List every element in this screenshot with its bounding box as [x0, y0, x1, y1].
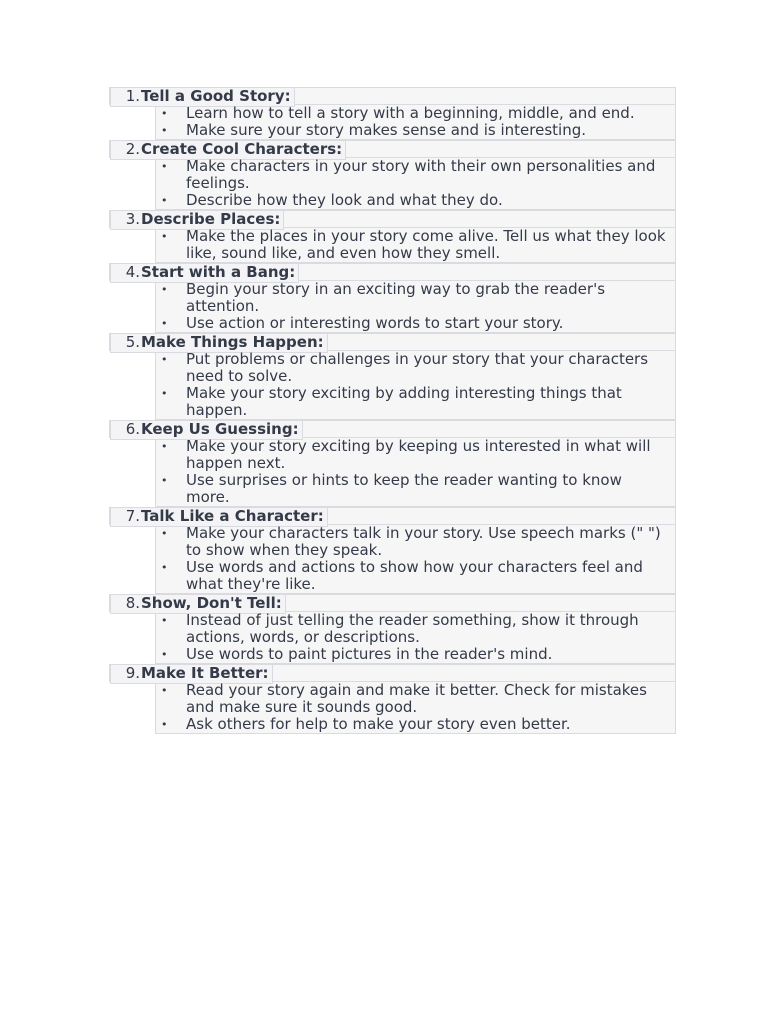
bullet-icon: •: [161, 124, 168, 137]
bullet-item: [156, 525, 675, 559]
sub-bullet-list: [155, 612, 676, 664]
bullet-item: [156, 315, 675, 332]
story-writing-tips-list: [109, 87, 676, 734]
bullet-text: Make your characters talk in your story. Use speech marks (" ") to show when they speak.: [186, 524, 661, 559]
list-item-number-text: 9.: [125, 664, 140, 682]
list-item: [109, 87, 676, 140]
list-item-number: [111, 421, 140, 438]
sub-bullet-list: [155, 281, 676, 333]
sub-bullet-list: [155, 158, 676, 210]
list-item-title: Create Cool Characters:: [141, 140, 343, 158]
bullet-text: Instead of just telling the reader something, show it through actions, words, or descriptions.: [186, 611, 639, 646]
list-item-number-text: 4.: [125, 263, 140, 281]
list-item-heading-row: [109, 140, 676, 158]
list-item-heading-row: [109, 507, 676, 525]
list-item-title: Make Things Happen:: [141, 333, 324, 351]
list-item-heading-row: [109, 87, 676, 105]
list-item-number: [111, 211, 140, 228]
list-item-number: [111, 595, 140, 612]
list-item: [109, 210, 676, 263]
sub-bullet-list: [155, 525, 676, 594]
bullet-item: [156, 438, 675, 472]
bullet-item: [156, 351, 675, 385]
list-item-number: [111, 665, 140, 682]
bullet-item: [156, 472, 675, 506]
bullet-item: [156, 228, 675, 262]
list-item-number: [111, 141, 140, 158]
bullet-icon: •: [161, 160, 168, 173]
bullet-icon: •: [161, 648, 168, 661]
list-item-number-text: 8.: [125, 594, 140, 612]
list-item: [109, 263, 676, 333]
sub-bullet-list: [155, 682, 676, 734]
bullet-text: Ask others for help to make your story even better.: [186, 715, 571, 733]
sub-bullet-list: [155, 105, 676, 140]
bullet-icon: •: [161, 718, 168, 731]
list-item-number-text: 7.: [125, 507, 140, 525]
bullet-text: Make your story exciting by adding interesting things that happen.: [186, 384, 622, 419]
bullet-text: Describe how they look and what they do.: [186, 191, 503, 209]
list-item-number: [111, 508, 140, 525]
bullet-item: [156, 105, 675, 122]
list-item: [109, 140, 676, 210]
bullet-icon: •: [161, 684, 168, 697]
bullet-item: [156, 281, 675, 315]
bullet-text: Make sure your story makes sense and is interesting.: [186, 121, 586, 139]
bullet-text: Use words and actions to show how your characters feel and what they're like.: [186, 558, 643, 593]
list-item-heading-row: [109, 210, 676, 228]
list-item-title: Describe Places:: [141, 210, 281, 228]
list-item-heading-row: [109, 333, 676, 351]
list-item-heading-row: [109, 594, 676, 612]
bullet-text: Make the places in your story come alive. Tell us what they look like, sound like, and even how they smell.: [186, 227, 666, 262]
bullet-text: Make characters in your story with their own personalities and feelings.: [186, 157, 656, 192]
list-item: [109, 420, 676, 507]
list-item-heading-row: [109, 263, 676, 281]
list-item: [109, 594, 676, 664]
list-item-number-text: 1.: [125, 87, 140, 105]
bullet-icon: •: [161, 527, 168, 540]
sub-bullet-list: [155, 438, 676, 507]
list-item-title: Start with a Bang:: [141, 263, 296, 281]
list-item-title: Talk Like a Character:: [141, 507, 324, 525]
bullet-text: Read your story again and make it better. Check for mistakes and make sure it sounds good.: [186, 681, 647, 716]
bullet-item: [156, 158, 675, 192]
bullet-icon: •: [161, 387, 168, 400]
bullet-text: Make your story exciting by keeping us interested in what will happen next.: [186, 437, 651, 472]
bullet-item: [156, 122, 675, 139]
bullet-text: Use surprises or hints to keep the reader wanting to know more.: [186, 471, 622, 506]
list-item-heading-row: [109, 420, 676, 438]
bullet-text: Learn how to tell a story with a beginning, middle, and end.: [186, 104, 635, 122]
list-item-number-text: 6.: [125, 420, 140, 438]
bullet-item: [156, 559, 675, 593]
list-item-number-text: 3.: [125, 210, 140, 228]
list-item-number-text: 2.: [125, 140, 140, 158]
bullet-text: Use action or interesting words to start your story.: [186, 314, 564, 332]
list-item-number: [111, 264, 140, 281]
bullet-text: Begin your story in an exciting way to grab the reader's attention.: [186, 280, 606, 315]
bullet-icon: •: [161, 614, 168, 627]
list-item-number: [111, 334, 140, 351]
sub-bullet-list: [155, 351, 676, 420]
bullet-item: [156, 716, 675, 733]
bullet-icon: •: [161, 194, 168, 207]
bullet-text: Use words to paint pictures in the reader's mind.: [186, 645, 553, 663]
list-item-title: Tell a Good Story:: [141, 87, 291, 105]
bullet-icon: •: [161, 107, 168, 120]
bullet-icon: •: [161, 230, 168, 243]
bullet-icon: •: [161, 561, 168, 574]
list-item-number: [111, 88, 140, 105]
bullet-item: [156, 192, 675, 209]
list-item-title: Make It Better:: [141, 664, 269, 682]
list-item: [109, 333, 676, 420]
bullet-icon: •: [161, 474, 168, 487]
sub-bullet-list: [155, 228, 676, 263]
list-item-heading-row: [109, 664, 676, 682]
list-item-number-text: 5.: [125, 333, 140, 351]
bullet-icon: •: [161, 440, 168, 453]
bullet-item: [156, 385, 675, 419]
bullet-text: Put problems or challenges in your story that your characters need to solve.: [186, 350, 649, 385]
list-item-title: Keep Us Guessing:: [141, 420, 299, 438]
list-item: [109, 664, 676, 734]
bullet-item: [156, 612, 675, 646]
list-item: [109, 507, 676, 594]
bullet-icon: •: [161, 283, 168, 296]
bullet-icon: •: [161, 353, 168, 366]
bullet-icon: •: [161, 317, 168, 330]
bullet-item: [156, 682, 675, 716]
bullet-item: [156, 646, 675, 663]
list-item-title: Show, Don't Tell:: [141, 594, 282, 612]
